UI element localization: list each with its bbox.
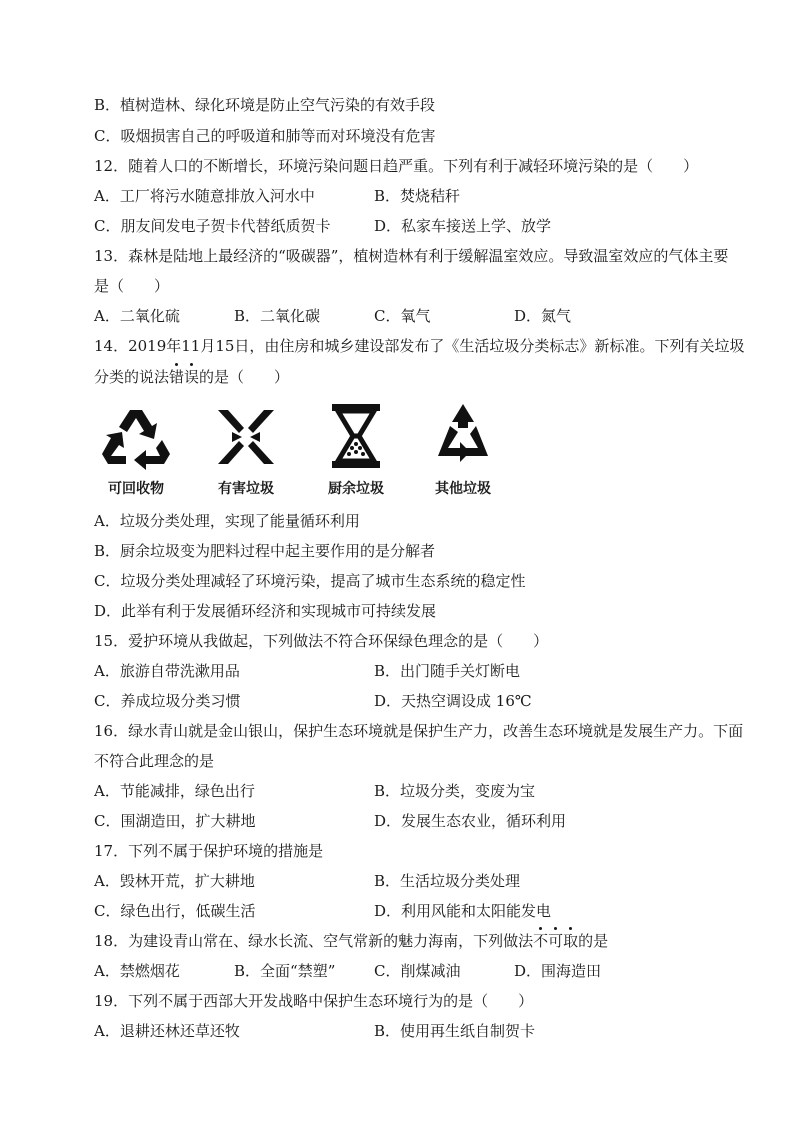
q16-option-d: D．发展生态农业，循环利用 <box>374 812 567 830</box>
q13-option-b: B．二氧化碳 <box>234 307 321 325</box>
q14-stem-line2 <box>94 366 289 388</box>
q11-option-b: B．植树造林、绿化环境是防止空气污染的有效手段 <box>94 96 436 114</box>
q18-option-b: B．全面“禁塑” <box>234 962 336 980</box>
q12-option-c: C．朋友间发电子贺卡代替纸质贺卡 <box>94 217 331 235</box>
q12-stem: 12．随着人口的不断增长，环境污染问题日趋严重。下列有利于减轻环境污染的是（ ） <box>94 157 699 175</box>
emphasis-char: 取 <box>563 932 579 950</box>
emphasis-char: 可 <box>548 932 564 950</box>
q15-option-b: B．出门随手关灯断电 <box>374 662 521 680</box>
q16-option-a: A．节能减排，绿色出行 <box>94 782 255 800</box>
q12-option-b: B．焚烧秸秆 <box>374 187 461 205</box>
q12-option-a: A．工厂将污水随意排放入河水中 <box>94 187 315 205</box>
q12-option-d: D．私家车接送上学、放学 <box>374 217 552 235</box>
icon-label-other: 其他垃圾 <box>435 481 491 497</box>
q17-option-a: A．毁林开荒，扩大耕地 <box>94 872 255 890</box>
q15-stem: 15．爱护环境从我做起，下列做法不符合环保绿色理念的是（ ） <box>94 632 549 650</box>
other-waste-icon <box>430 402 496 470</box>
icon-label-hazardous: 有害垃圾 <box>218 481 274 497</box>
q16-stem-line1: 16．绿水青山就是金山银山，保护生态环境就是保护生产力，改善生态环境就是发展生产力。下面 <box>94 722 744 740</box>
q11-option-c: C．吸烟损害自己的呼吸道和肺等而对环境没有危害 <box>94 127 436 145</box>
q14-option-c: C．垃圾分类处理减轻了环境污染，提高了城市生态系统的稳定性 <box>94 572 526 590</box>
q19-stem: 19．下列不属于西部大开发战略中保护生态环境行为的是（ ） <box>94 992 534 1010</box>
q19-option-a: A．退耕还林还草还牧 <box>94 1022 240 1040</box>
emphasis-char: 错 <box>169 368 185 386</box>
emphasis-char: 误 <box>184 368 200 386</box>
q14-stem-line1: 14．2019年11月15日，由住房和城乡建设部发布了《生活垃圾分类标志》新标准。下列有关垃圾 <box>94 337 745 355</box>
q18-option-a: A．禁燃烟花 <box>94 962 180 980</box>
q17-option-c: C．绿色出行，低碳生活 <box>94 902 256 920</box>
q14-option-a: A．垃圾分类处理，实现了能量循环利用 <box>94 512 360 530</box>
q18-option-d: D．围海造田 <box>514 962 602 980</box>
q16-option-c: C．围湖造田，扩大耕地 <box>94 812 256 830</box>
icon-label-kitchen: 厨余垃圾 <box>328 481 384 497</box>
q15-option-a: A．旅游自带洗漱用品 <box>94 662 240 680</box>
q19-option-b: B．使用再生纸自制贺卡 <box>374 1022 536 1040</box>
hazardous-icon <box>214 406 278 468</box>
kitchen-waste-icon <box>328 402 384 470</box>
q15-option-c: C．养成垃圾分类习惯 <box>94 692 241 710</box>
q14-stem-part: 分类的说法 <box>94 368 170 386</box>
q14-option-d: D．此举有利于发展循环经济和实现城市可持续发展 <box>94 602 437 620</box>
q13-stem-line1: 13．森林是陆地上最经济的“吸碳器”，植树造林有利于缓解温室效应。导致温室效应的气体主要 <box>94 247 729 265</box>
q17-option-d: D．利用风能和太阳能发电 <box>374 902 552 920</box>
q18-stem <box>94 930 608 952</box>
q13-stem-line2: 是（ ） <box>94 277 170 295</box>
q18-option-c: C．削煤减油 <box>374 962 461 980</box>
emphasis-char: 不 <box>533 932 549 950</box>
q14-stem-part: 的是（ ） <box>199 368 290 386</box>
q14-option-b: B．厨余垃圾变为肥料过程中起主要作用的是分解者 <box>94 542 436 560</box>
q13-option-a: A．二氧化硫 <box>94 307 180 325</box>
q16-option-b: B．垃圾分类，变废为宝 <box>374 782 536 800</box>
q17-option-b: B．生活垃圾分类处理 <box>374 872 521 890</box>
q16-stem-line2: 不符合此理念的是 <box>94 752 215 770</box>
q17-stem: 17．下列不属于保护环境的措施是 <box>94 842 324 860</box>
q18-stem-part: 18．为建设青山常在、绿水长流、空气常新的魅力海南，下列做法 <box>94 932 534 950</box>
icon-label-recyclable: 可回收物 <box>108 481 164 497</box>
q13-option-c: C．氧气 <box>374 307 431 325</box>
q13-option-d: D．氮气 <box>514 307 572 325</box>
recycle-icon <box>100 404 172 470</box>
q15-option-d: D．天热空调设成 16℃ <box>374 692 532 710</box>
q18-stem-part: 的是 <box>578 932 609 950</box>
